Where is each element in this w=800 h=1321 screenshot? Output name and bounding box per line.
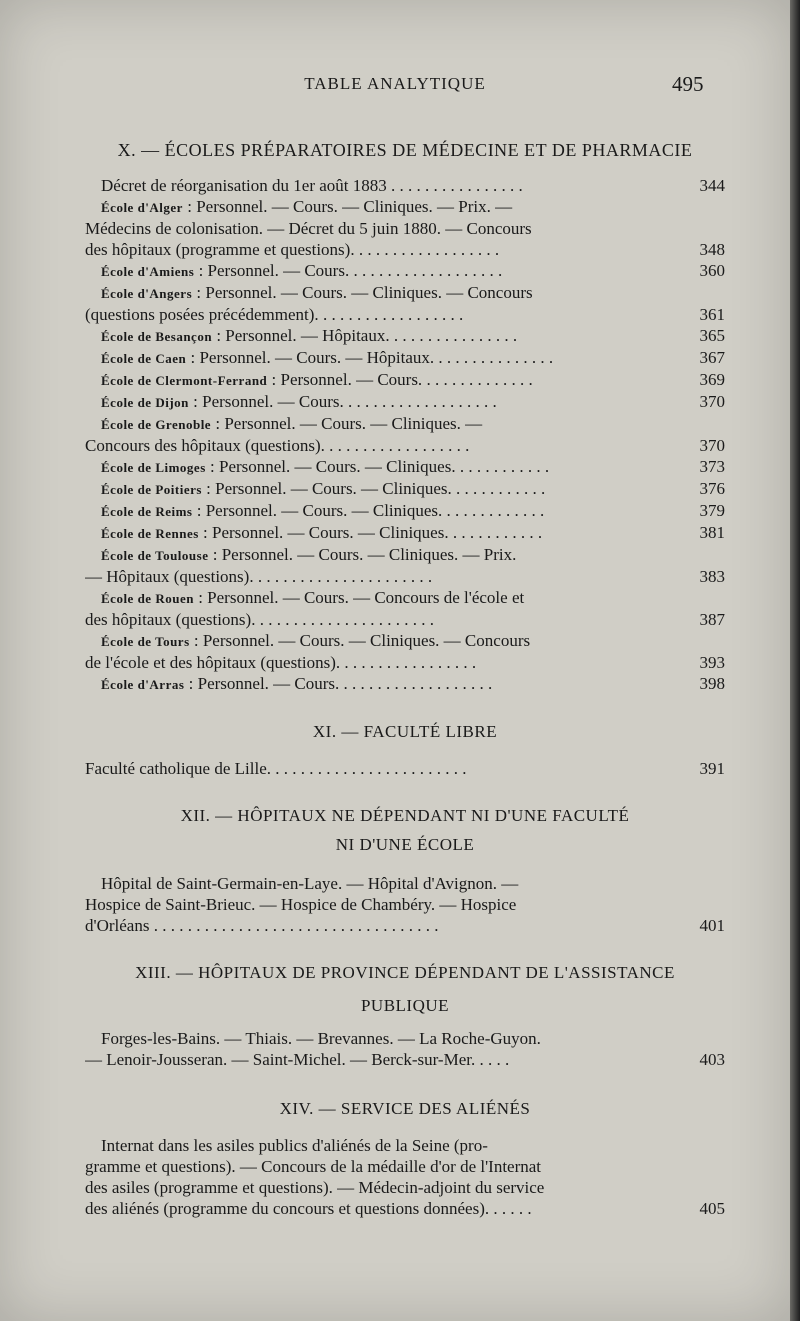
toc-entry: Faculté catholique de Lille. . . . . . . . . . . . . . . . . . . . . . . . 391 (85, 759, 725, 778)
toc-entry: École de Poitiers : Personnel. — Cours. — Cliniques. . . . . . . . . . . . 376 (101, 479, 725, 498)
toc-entry-continuation: Hospice de Saint-Brieuc. — Hospice de Chambéry. — Hospice (85, 895, 517, 914)
toc-entry-continuation: des aliénés (programme du concours et questions données). . . . . . 405 (85, 1199, 725, 1218)
toc-entry-continuation: d'Orléans . . . . . . . . . . . . . . . . . . . . . . . . . . . . . . . . . . 401 (85, 916, 725, 935)
running-title: TABLE ANALYTIQUE (304, 74, 486, 93)
toc-entry: École de Dijon : Personnel. — Cours. . . . . . . . . . . . . . . . . . . 370 (101, 392, 725, 411)
toc-entry: École de Tours : Personnel. — Cours. — Cliniques. — Concours (101, 631, 531, 650)
toc-entry-continuation: — Lenoir-Jousseran. — Saint-Michel. — Berck-sur-Mer. . . . . 403 (85, 1050, 725, 1069)
toc-entry: Décret de réorganisation du 1er août 1883 . . . . . . . . . . . . . . . . 344 (101, 176, 725, 195)
toc-entry: École de Reims : Personnel. — Cours. — Cliniques. . . . . . . . . . . . . 379 (101, 501, 725, 520)
toc-entry-continuation: de l'école et des hôpitaux (questions). . . . . . . . . . . . . . . . . 393 (85, 653, 725, 672)
section-x-heading: X. — ÉCOLES PRÉPARATOIRES DE MÉDECINE ET DE PHARMACIE (117, 140, 693, 160)
section-xii-subheading: NI D'UNE ÉCOLE (335, 835, 475, 854)
toc-entry: École de Toulouse : Personnel. — Cours. — Cliniques. — Prix. (101, 545, 517, 564)
toc-entry: Internat dans les asiles publics d'aliénés de la Seine (pro- (101, 1136, 488, 1155)
toc-entry: École de Rennes : Personnel. — Cours. — Cliniques. . . . . . . . . . . . 381 (101, 523, 725, 542)
toc-entry: École de Rouen : Personnel. — Cours. — Concours de l'école et (101, 588, 525, 607)
toc-entry: École d'Alger : Personnel. — Cours. — Cliniques. — Prix. — (101, 197, 513, 216)
toc-entry: École de Limoges : Personnel. — Cours. — Cliniques. . . . . . . . . . . . 373 (101, 457, 725, 476)
toc-entry-continuation: des asiles (programme et questions). — Médecin-adjoint du service (85, 1178, 545, 1197)
toc-entry: École de Caen : Personnel. — Cours. — Hôpitaux. . . . . . . . . . . . . . . 367 (101, 348, 725, 367)
toc-entry-continuation: — Hôpitaux (questions). . . . . . . . . . . . . . . . . . . . . . 383 (85, 567, 725, 586)
toc-entry: École d'Arras : Personnel. — Cours. . . . . . . . . . . . . . . . . . . 398 (101, 674, 725, 693)
toc-entry-continuation: des hôpitaux (programme et questions). . . . . . . . . . . . . . . . . . 348 (85, 240, 725, 259)
toc-entry-continuation: (questions posées précédemment). . . . . . . . . . . . . . . . . . 361 (85, 305, 725, 324)
toc-entry-continuation: Médecins de colonisation. — Décret du 5 juin 1880. — Concours (85, 219, 532, 238)
toc-entry: École d'Amiens : Personnel. — Cours. . . . . . . . . . . . . . . . . . . 360 (101, 261, 725, 280)
toc-entry-continuation: Concours des hôpitaux (questions). . . . . . . . . . . . . . . . . . 370 (85, 436, 725, 455)
toc-entry: École d'Angers : Personnel. — Cours. — Cliniques. — Concours (101, 283, 533, 302)
section-xiv-heading: XIV. — SERVICE DES ALIÉNÉS (279, 1099, 531, 1118)
toc-entry-continuation: gramme et questions). — Concours de la médaille d'or de l'Internat (85, 1157, 542, 1176)
section-xii-heading: XII. — HÔPITAUX NE DÉPENDANT NI D'UNE FACULTÉ (180, 806, 630, 825)
table-of-contents (85, 140, 725, 1219)
toc-entry: Hôpital de Saint-Germain-en-Laye. — Hôpital d'Avignon. — (101, 874, 519, 893)
toc-entry-continuation: des hôpitaux (questions). . . . . . . . . . . . . . . . . . . . . . 387 (85, 610, 725, 629)
toc-entry: École de Grenoble : Personnel. — Cours. — Cliniques. — (101, 414, 483, 433)
page-number: 495 (672, 72, 704, 96)
toc-entry: École de Besançon : Personnel. — Hôpitaux. . . . . . . . . . . . . . . . 365 (101, 326, 725, 345)
toc-entry: École de Clermont-Ferrand : Personnel. — Cours. . . . . . . . . . . . . . 369 (101, 370, 725, 389)
toc-entry: Forges-les-Bains. — Thiais. — Brevannes. — La Roche-Guyon. (101, 1029, 541, 1048)
section-xi-heading: XI. — FACULTÉ LIBRE (312, 722, 498, 741)
page-edge-shadow (790, 0, 800, 1321)
section-xiii-heading: XIII. — HÔPITAUX DE PROVINCE DÉPENDANT DE L'ASSISTANCE (135, 963, 675, 982)
section-xiii-subheading: PUBLIQUE (360, 996, 450, 1015)
